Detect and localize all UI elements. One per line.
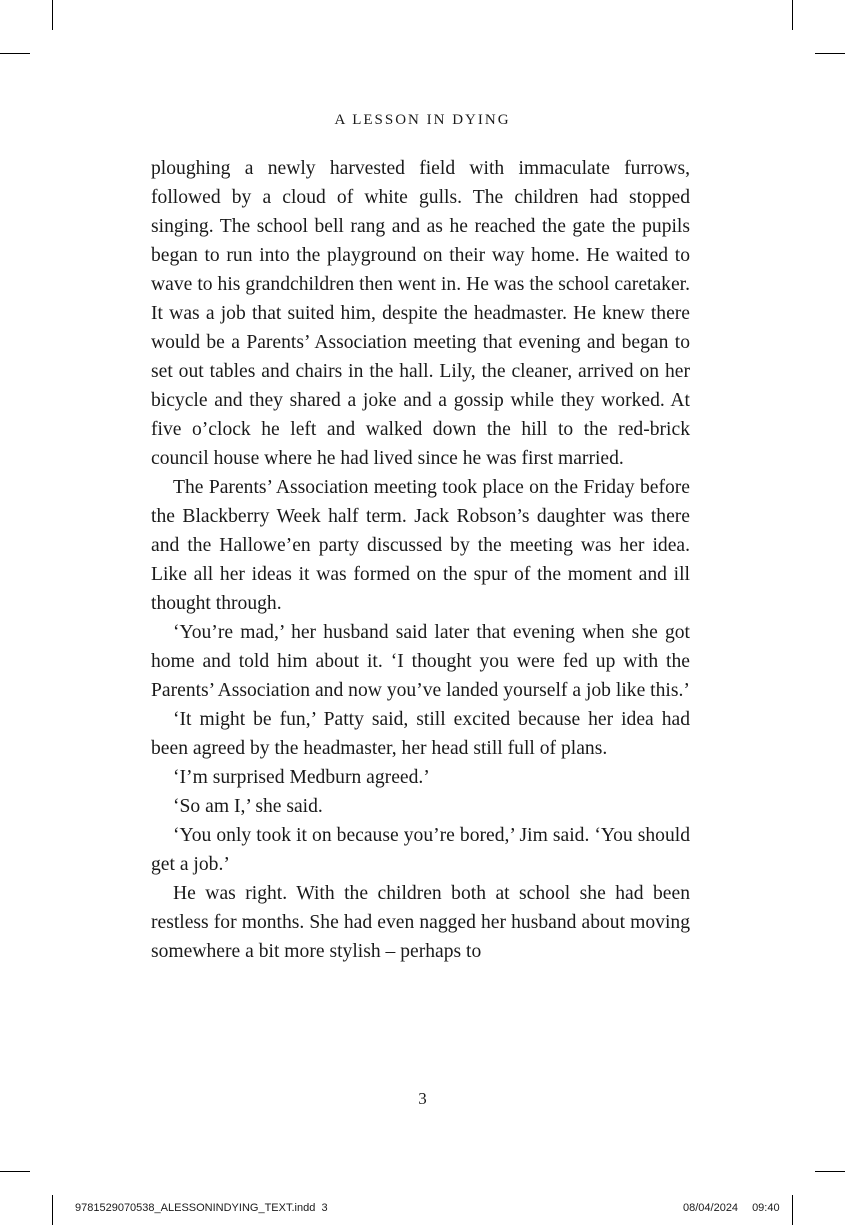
running-head: A LESSON IN DYING	[334, 112, 511, 128]
crop-mark-bottom-left	[52, 1195, 53, 1225]
paragraph: ‘You only took it on because you’re bored,’ Jim said. ‘You should get a job.’	[151, 825, 690, 875]
slug-date: 08/04/2024	[683, 1202, 739, 1214]
slug-filename: 9781529070538_ALESSONINDYING_TEXT.indd	[75, 1202, 316, 1214]
crop-mark-top-left	[52, 0, 53, 30]
paragraph: The Parents’ Association meeting took place on the Friday before the Blackberry Week half term. Jack Robson’s daughter was there and the Hallowe’en party discussed by the meeting was her idea. Like all her ideas it was formed on the spur of the moment and ill thought through.	[151, 477, 690, 614]
crop-mark-bottom-right	[815, 1171, 845, 1172]
paragraph: He was right. With the children both at school she had been restless for months. She had even nagged her husband about moving somewhere a bit more stylish – perhaps to	[151, 883, 690, 962]
crop-mark-top-right	[792, 0, 793, 30]
paragraph: ‘It might be fun,’ Patty said, still excited because her idea had been agreed by the headmaster, her head still full of plans.	[151, 709, 690, 759]
paragraph: ‘You’re mad,’ her husband said later that evening when she got home and told him about it. ‘I thought you were fed up with the Parents’ Association and now you’ve landed yourself a job like this.’	[151, 622, 690, 701]
body-text	[151, 154, 690, 966]
crop-mark-bottom-left	[0, 1171, 30, 1172]
crop-mark-top-right	[815, 53, 845, 54]
crop-mark-bottom-right	[792, 1195, 793, 1225]
paragraph: ‘So am I,’ she said.	[173, 796, 323, 817]
crop-mark-top-left	[0, 53, 30, 54]
slug-file-info	[75, 1202, 328, 1214]
paragraph: ploughing a newly harvested field with immaculate furrows, followed by a cloud of white gulls. The children had stopped singing. The school bell rang and as he reached the gate the pupils began to run into the playground on their way home. He waited to wave to his grandchildren then went in. He was the school caretaker. It was a job that suited him, despite the headmaster. He knew there would be a Parents’ Association meeting that evening and began to set out tables and chairs in the hall. Lily, the cleaner, arrived on her bicycle and they shared a joke and a gossip while they worked. At five o’clock he left and walked down the hill to the red-brick council house where he had lived since he was first married.	[151, 158, 690, 469]
slug-datetime	[683, 1202, 780, 1214]
slug-time: 09:40	[752, 1202, 780, 1214]
paragraph: ‘I’m surprised Medburn agreed.’	[173, 767, 430, 788]
page-number: 3	[418, 1089, 427, 1108]
slug-page: 3	[321, 1202, 328, 1214]
